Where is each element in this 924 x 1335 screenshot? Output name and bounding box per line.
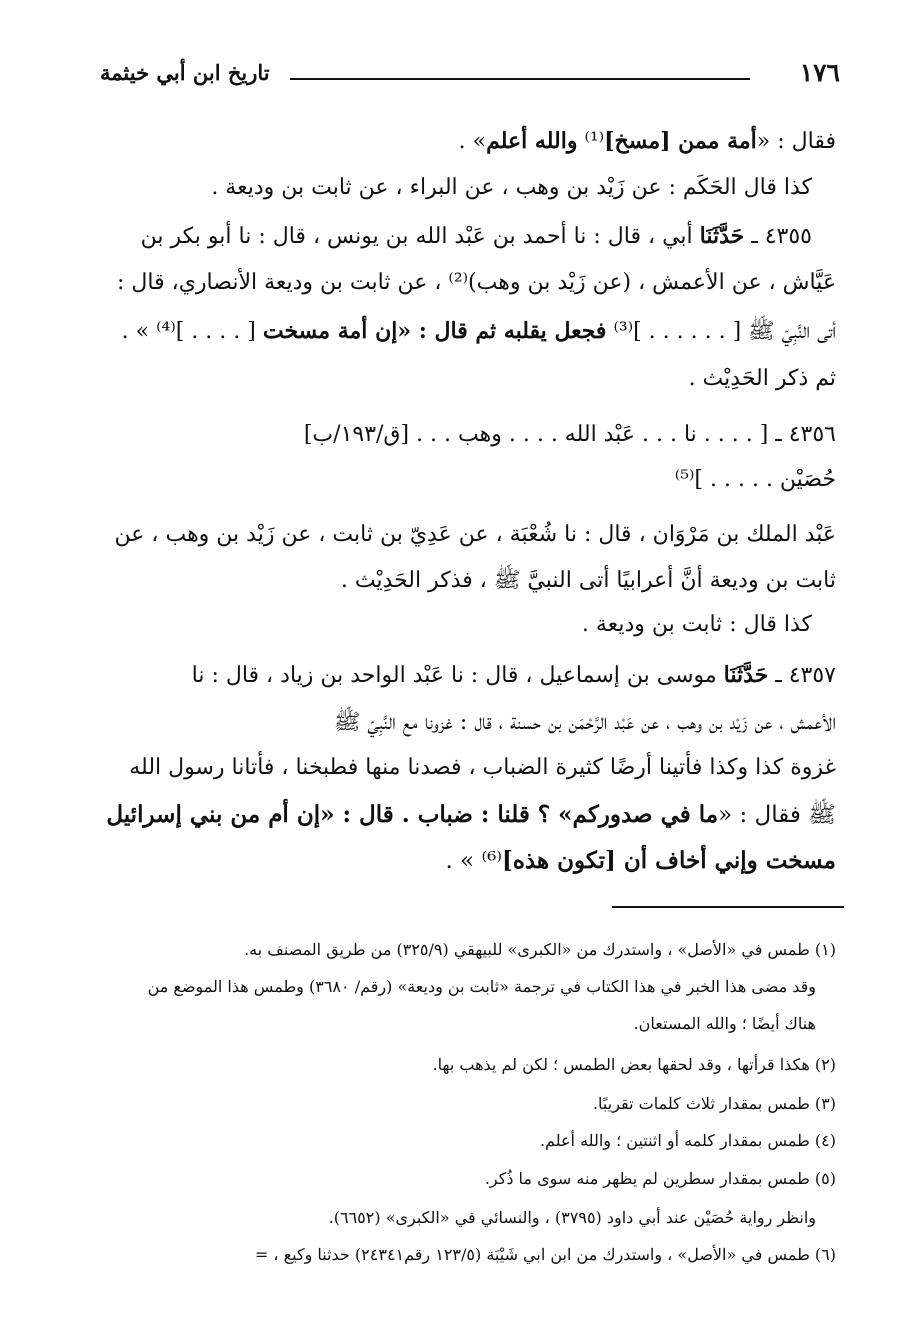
hadith-quote: ما في صدوركم» ؟ قلنا : ضباب . قال : «إن أم من بني إسرائيل <box>106 801 719 828</box>
footnote-separator <box>612 906 844 908</box>
text-fragment: » . <box>458 129 487 154</box>
text-fragment: أتى النَّبِيّ ﷺ [ . . . . . . ]⁽³⁾ <box>606 319 836 344</box>
text-fragment: فقال : « <box>756 129 836 154</box>
haddathana-keyword: حَدَّثَنَا <box>723 662 769 688</box>
text-line-16 <box>445 846 836 876</box>
hadith-quote: فجعل يقلبه ثم قال : «إن أمة مسخت <box>262 318 607 344</box>
text-line-4: عَيَّاش ، عن الأعمش ، (عن زَيْد بن وهب)⁽²⁾ ، عن ثابت بن وديعة الأنصاري، قال : <box>117 270 836 295</box>
hadith-4356-start: ٤٣٥٦ ـ [ . . . . نا . . . عَبْد الله . . . . وهب . . . [ق/١٩٣/ب] <box>303 422 836 447</box>
text-line-11: كذا قال : ثابت بن وديعة . <box>581 612 812 637</box>
footnote-ref: ⁽¹⁾ <box>577 129 605 154</box>
text-fragment: موسى بن إسماعيل ، قال : نا عَبْد الواحد بن زياد ، قال : نا <box>191 663 724 688</box>
footnote-3: (٣) طمس بمقدار ثلاث كلمات تقريبًا. <box>592 1094 836 1113</box>
page-number: ١٧٦ <box>799 58 840 87</box>
footnote-1-continued: هناك أيضًا ؛ والله المستعان. <box>633 1014 816 1033</box>
text-line-2: كذا قال الحَكَم : عن زَيْد بن وهب ، عن البراء ، عن ثابت بن وديعة . <box>211 175 812 200</box>
text-line-9: عَبْد الملك بن مَرْوَان ، قال : نا شُعْبَة ، عن عَدِيّ بن ثابت ، عن زَيْد بن وهب ، عن <box>114 522 836 547</box>
text-fragment: [ . . . . ]⁽⁴⁾ » . <box>121 319 263 344</box>
footnote-1-continued: وقد مضى هذا الخبر في هذا الكتاب في ترجمة «ثابت بن وديعة» (رقم/ ٣٦٨٠) وطمس هذا الموضع من <box>147 977 816 996</box>
footnote-4: (٤) طمس بمقدار كلمه أو اثنتين ؛ والله أعلم. <box>539 1131 836 1150</box>
text-line-1 <box>459 126 836 157</box>
hadith-4355-start <box>141 221 812 252</box>
hadith-quote: أمة ممن [مسخ] <box>604 128 757 154</box>
haddathana-keyword: حَدَّثَنَا <box>699 223 745 249</box>
footnote-5: (٥) طمس بمقدار سطرين لم يظهر منه سوى ما ذُكر. <box>484 1169 836 1188</box>
hadith-4357-start <box>192 660 836 691</box>
header-rule <box>290 78 750 80</box>
text-line-5 <box>122 316 836 347</box>
book-title: تاريخ ابن أبي خيثمة <box>100 60 270 85</box>
text-line-14: غزوة كذا وكذا فأتينا أرضًا كثيرة الضباب ، فصدنا منها فطبخنا ، فأتانا رسول الله <box>129 755 836 780</box>
text-line-15 <box>106 800 836 830</box>
text-line-6: ثم ذكر الحَدِيْث . <box>688 366 836 391</box>
running-header <box>100 58 840 98</box>
text-line-8: حُصَيْن . . . . . ]⁽⁵⁾ <box>674 467 836 492</box>
hadith-number: ٤٣٥٥ ـ <box>744 224 812 249</box>
footnote-ref: ⁽⁶⁾ » . <box>445 848 502 874</box>
hadith-quote: والله أعلم <box>486 128 578 154</box>
hadith-quote: مسخت وإني أخاف أن [تكون هذه] <box>501 847 836 874</box>
text-line-10: ثابت بن وديعة أنَّ أعرابيًا أتى النبيَّ ﷺ ، فذكر الحَدِيْث . <box>340 568 836 593</box>
footnote-6: (٦) طمس في «الأصل» ، واستدرك من ابن ابي شَيْبَة (١٢٣/٥ رقم٢٤٣٤١) حدثنا وكيع ، = <box>254 1245 836 1264</box>
text-fragment: أبي ، قال : نا أحمد بن عَبْد الله بن يونس ، قال : نا أبو بكر بن <box>140 224 700 249</box>
footnote-5-continued: وانظر رواية حُصَيْن عند أبي داود (٣٧٩٥) ، والنسائي في «الكبرى» (٦٦٥٢). <box>328 1208 816 1227</box>
text-line-13: الأعمش ، عن زَيْد بن وهب ، عن عَبْد الرَّحْمَن بن حسنة ، قال : غزونا مع النَّبِيّ ﷺ <box>333 710 836 735</box>
footnote-1: (١) طمس في «الأصل» ، واستدرك من «الكبرى» للبيهقي (٣٢٥/٩) من طريق المصنف به. <box>244 940 836 959</box>
text-fragment: ﷺ فقال : « <box>718 802 836 828</box>
hadith-number: ٤٣٥٧ ـ <box>768 663 836 688</box>
footnote-2: (٢) هكذا قرأتها ، وقد لحقها بعض الطمس ؛ لكن لم يذهب بها. <box>432 1055 836 1074</box>
